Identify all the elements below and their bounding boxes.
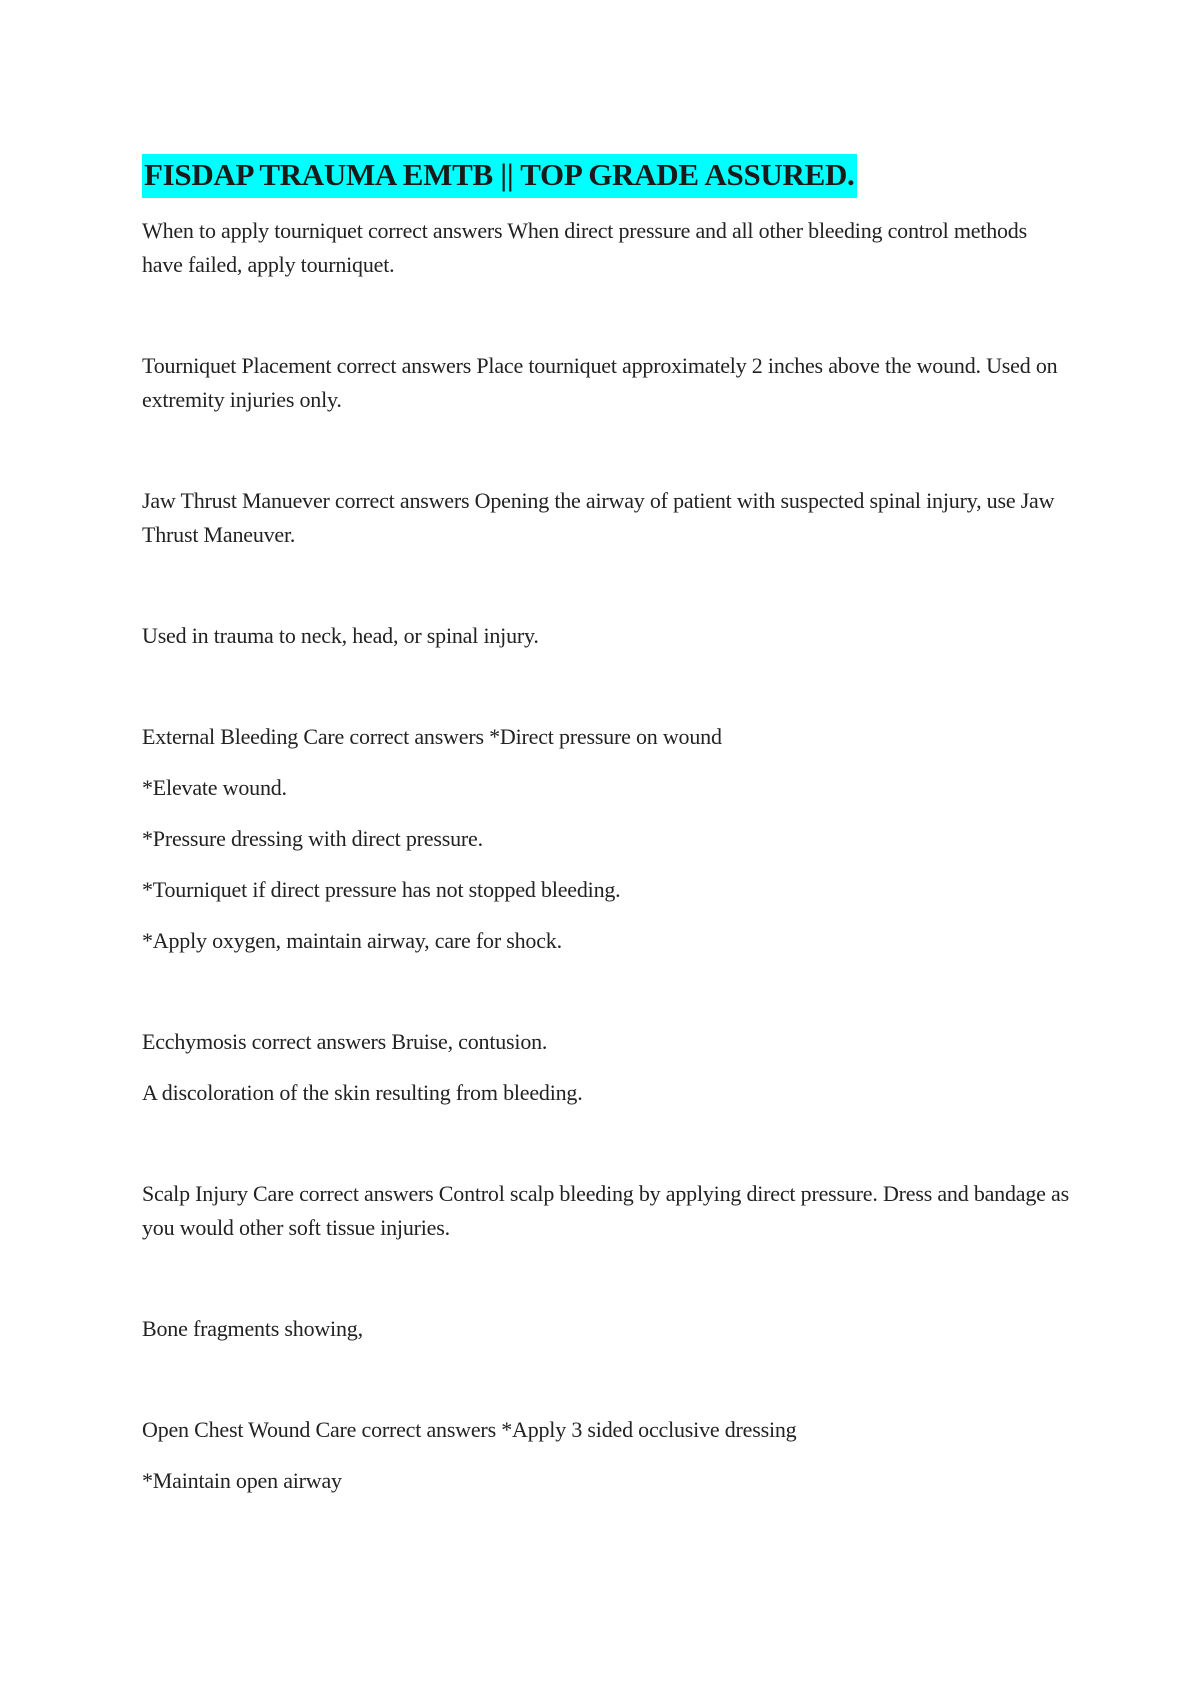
document-content xyxy=(142,154,1072,1498)
block-spacer xyxy=(142,1245,1072,1312)
paragraph: Used in trauma to neck, head, or spinal injury. xyxy=(142,623,539,648)
paragraph: Jaw Thrust Manuever correct answers Opening the airway of patient with suspected spinal injury, use Jaw Thrust Maneuver. xyxy=(142,488,1055,547)
paragraph: *Apply oxygen, maintain airway, care for shock. xyxy=(142,928,562,953)
line-spacer xyxy=(142,1059,1072,1076)
paragraph: Scalp Injury Care correct answers Control scalp bleeding by applying direct pressure. Dress and bandage as you would other soft tissue injuries. xyxy=(142,1181,1069,1240)
paragraph: When to apply tourniquet correct answers When direct pressure and all other bleeding control methods have failed, apply tourniquet. xyxy=(142,218,1027,277)
qa-entry xyxy=(142,720,1072,958)
block-spacer xyxy=(142,282,1072,349)
paragraph: Tourniquet Placement correct answers Place tourniquet approximately 2 inches above the wound. Used on extremity injuries only. xyxy=(142,353,1058,412)
line-spacer xyxy=(142,1447,1072,1464)
document-body xyxy=(142,214,1072,1498)
line-spacer xyxy=(142,907,1072,924)
paragraph: *Elevate wound. xyxy=(142,775,287,800)
paragraph: Open Chest Wound Care correct answers *Apply 3 sided occlusive dressing xyxy=(142,1417,797,1442)
paragraph: *Pressure dressing with direct pressure. xyxy=(142,826,483,851)
block-spacer xyxy=(142,1110,1072,1177)
paragraph: *Maintain open airway xyxy=(142,1468,342,1493)
block-spacer xyxy=(142,1346,1072,1413)
paragraph: Ecchymosis correct answers Bruise, contusion. xyxy=(142,1029,548,1054)
paragraph: A discoloration of the skin resulting from bleeding. xyxy=(142,1080,583,1105)
qa-entry xyxy=(142,1025,1072,1110)
qa-entry xyxy=(142,214,1072,282)
qa-entry xyxy=(142,619,1072,653)
block-spacer xyxy=(142,552,1072,619)
block-spacer xyxy=(142,417,1072,484)
qa-entry xyxy=(142,349,1072,417)
line-spacer xyxy=(142,754,1072,771)
qa-entry xyxy=(142,1413,1072,1498)
paragraph: External Bleeding Care correct answers *Direct pressure on wound xyxy=(142,724,722,749)
block-spacer xyxy=(142,958,1072,1025)
line-spacer xyxy=(142,805,1072,822)
spacer xyxy=(142,198,1072,214)
block-spacer xyxy=(142,653,1072,720)
document-title: FISDAP TRAUMA EMTB || TOP GRADE ASSURED. xyxy=(142,154,857,198)
line-spacer xyxy=(142,856,1072,873)
paragraph: Bone fragments showing, xyxy=(142,1316,363,1341)
qa-entry xyxy=(142,1177,1072,1245)
qa-entry xyxy=(142,1312,1072,1346)
qa-entry xyxy=(142,484,1072,552)
paragraph: *Tourniquet if direct pressure has not stopped bleeding. xyxy=(142,877,621,902)
